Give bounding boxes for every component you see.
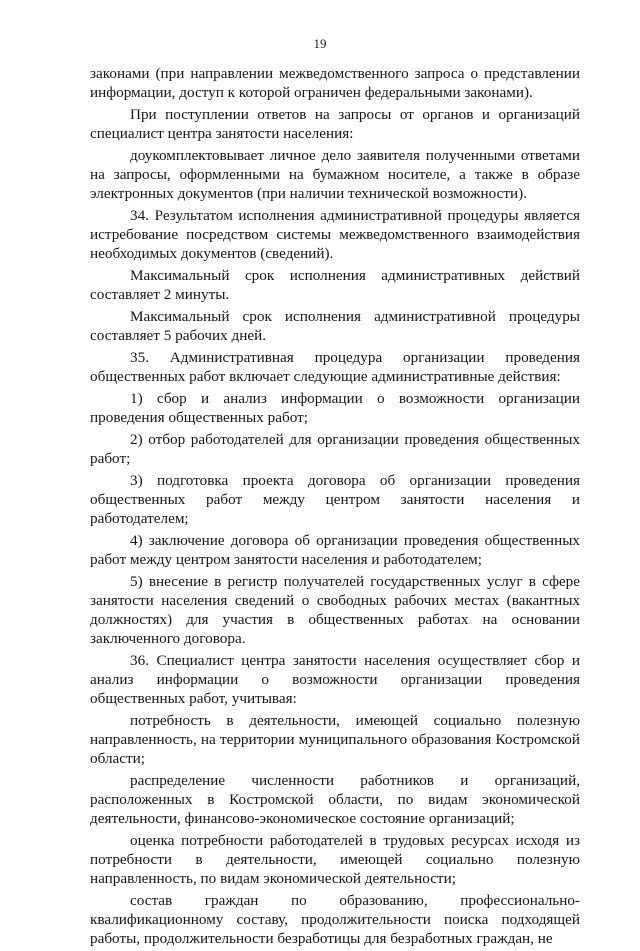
paragraph: оценка потребности работодателей в трудовых ресурсах исходя из потребности в деятельности, имеющей социально полезную направленность, по видам экономической деятельности; xyxy=(90,832,580,887)
paragraph: 36. Специалист центра занятости населения осуществляет сбор и анализ информации о возможности организации проведения общественных работ, учитывая: xyxy=(90,652,580,707)
paragraph: потребность в деятельности, имеющей социально полезную направленность, на территории муниципального образования Костромской области; xyxy=(90,712,580,767)
paragraph: Максимальный срок исполнения административной процедуры составляет 5 рабочих дней. xyxy=(90,308,580,344)
page-number: 19 xyxy=(313,36,327,51)
paragraph: 3) подготовка проекта договора об организации проведения общественных работ между центром занятости населения и работодателем; xyxy=(90,472,580,527)
paragraph: 2) отбор работодателей для организации проведения общественных работ; xyxy=(90,431,580,467)
paragraph: доукомплектовывает личное дело заявителя полученными ответами на запросы, оформленными на бумажном носителе, а также в образе электронных документов (при наличии технической возможности). xyxy=(90,147,580,202)
paragraph: 4) заключение договора об организации проведения общественных работ между центром занятости населения и работодателем; xyxy=(90,532,580,568)
paragraph: состав граждан по образованию, профессионально-квалификационному составу, продолжительности поиска подходящей работы, продолжительности безработицы для безработных граждан, не xyxy=(90,892,580,947)
paragraph: 1) сбор и анализ информации о возможности организации проведения общественных работ; xyxy=(90,390,580,426)
paragraph: распределение численности работников и организаций, расположенных в Костромской области, по видам экономической деятельности, финансово-экономическое состояние организаций; xyxy=(90,772,580,827)
paragraph: 5) внесение в регистр получателей государственных услуг в сфере занятости населения сведений о свободных рабочих местах (вакантных должностях) для участия в общественных работах на основании заключенного договора. xyxy=(90,573,580,647)
paragraph: законами (при направлении межведомственного запроса о представлении информации, доступ к которой ограничен федеральными законами). xyxy=(90,65,580,101)
document-body xyxy=(90,64,580,951)
paragraph: При поступлении ответов на запросы от органов и организаций специалист центра занятости населения: xyxy=(90,106,580,142)
paragraph: 35. Административная процедура организации проведения общественных работ включает следующие административные действия: xyxy=(90,349,580,385)
paragraph: Максимальный срок исполнения административных действий составляет 2 минуты. xyxy=(90,267,580,303)
paragraph: 34. Результатом исполнения административной процедуры является истребование посредством системы межведомственного взаимодействия необходимых документов (сведений). xyxy=(90,207,580,262)
